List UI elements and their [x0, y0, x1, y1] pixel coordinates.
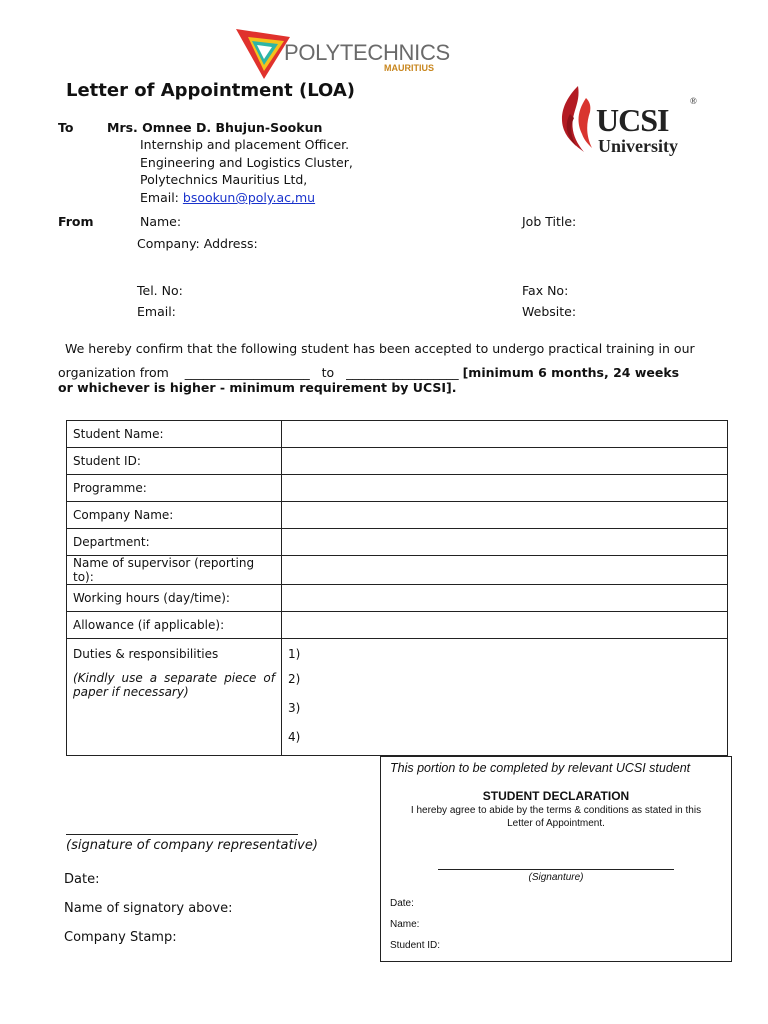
supervisor-field[interactable]	[282, 556, 728, 585]
from-name: Name:	[140, 214, 182, 229]
duty-item: 4)	[288, 730, 301, 744]
from-job-title: Job Title:	[522, 214, 577, 229]
from-email: Email:	[137, 304, 176, 319]
table-row	[67, 612, 728, 639]
duties-label-cell	[67, 639, 282, 756]
confirm-line-2	[58, 365, 679, 380]
duties-field[interactable]	[282, 639, 728, 756]
to-label: To	[58, 120, 74, 135]
confirm-to: to	[321, 365, 335, 380]
signatory-name-label: Name of signatory above:	[64, 901, 233, 916]
from-label: From	[58, 214, 94, 229]
ucsi-flame-icon	[556, 84, 596, 154]
to-email-row	[140, 190, 315, 205]
student-name-label: Name:	[390, 919, 420, 930]
ucsi-university: University	[598, 136, 678, 156]
duties-note: (Kindly use a separate piece of paper if necessary)	[73, 671, 275, 699]
to-line-3: Polytechnics Mauritius Ltd,	[140, 172, 308, 187]
ucsi-logo	[556, 82, 701, 158]
from-company-address: Company: Address:	[137, 236, 258, 251]
row-label: Allowance (if applicable):	[67, 612, 282, 639]
confirm-line-1: We hereby confirm that the following student has been accepted to undergo practical training in our	[65, 341, 695, 356]
table-row	[67, 502, 728, 529]
page-title: Letter of Appointment (LOA)	[66, 80, 356, 101]
row-label: Student Name:	[67, 421, 282, 448]
ucsi-name: UCSI	[596, 102, 669, 138]
allowance-field[interactable]	[282, 612, 728, 639]
row-label: Programme:	[67, 475, 282, 502]
row-label: Department:	[67, 529, 282, 556]
company-name-field[interactable]	[282, 502, 728, 529]
student-id-field[interactable]	[282, 448, 728, 475]
table-row	[67, 556, 728, 585]
table-row	[67, 475, 728, 502]
row-label: Student ID:	[67, 448, 282, 475]
student-name-field[interactable]	[282, 421, 728, 448]
department-field[interactable]	[282, 529, 728, 556]
confirm-blank-to: __________________	[346, 365, 459, 380]
confirm-org-from: organization from	[58, 365, 169, 380]
from-tel: Tel. No:	[137, 283, 183, 298]
table-row	[67, 421, 728, 448]
declaration-text-2: Letter of Appointment.	[507, 818, 605, 829]
duties-label: Duties & responsibilities	[73, 647, 219, 661]
declaration-portion-note: This portion to be completed by relevant UCSI student	[390, 761, 691, 775]
student-id-label: Student ID:	[390, 940, 441, 951]
to-line-1: Internship and placement Officer.	[140, 137, 350, 152]
table-row	[67, 448, 728, 475]
company-signature-caption: (signature of company representative)	[66, 838, 318, 853]
table-row	[67, 585, 728, 612]
duty-item: 2)	[288, 672, 301, 686]
to-email-label: Email:	[140, 190, 179, 205]
declaration-heading: STUDENT DECLARATION	[482, 789, 630, 803]
duty-item: 3)	[288, 701, 301, 715]
company-signature-line[interactable]	[66, 834, 298, 835]
to-email-link[interactable]: bsookun@poly.ac,mu	[182, 190, 316, 205]
student-details-table	[66, 420, 728, 756]
to-line-2: Engineering and Logistics Cluster,	[140, 155, 353, 170]
confirm-minimum-1: [minimum 6 months, 24 weeks	[462, 365, 680, 380]
confirm-blank-from: ____________________	[184, 365, 310, 380]
programme-field[interactable]	[282, 475, 728, 502]
row-label: Company Name:	[67, 502, 282, 529]
student-signature-caption: (Signanture)	[528, 872, 584, 883]
row-label: Name of supervisor (reporting to):	[67, 556, 282, 585]
row-label: Working hours (day/time):	[67, 585, 282, 612]
company-stamp-label: Company Stamp:	[64, 930, 177, 945]
from-fax: Fax No:	[522, 283, 569, 298]
student-date-label: Date:	[390, 898, 414, 909]
working-hours-field[interactable]	[282, 585, 728, 612]
confirm-minimum-2: or whichever is higher - minimum requirement by UCSI].	[58, 380, 457, 395]
polytechnics-logo	[234, 25, 449, 81]
duty-item: 1)	[288, 647, 301, 661]
polytechnics-sub: MAURITIUS	[384, 63, 434, 73]
student-declaration-box	[380, 756, 732, 962]
student-signature-line[interactable]	[438, 869, 674, 870]
ucsi-registered-mark: ®	[690, 96, 697, 106]
polytechnics-name: POLYTECHNICS	[284, 40, 450, 65]
to-name: Mrs. Omnee D. Bhujun-Sookun	[107, 120, 323, 135]
table-row	[67, 639, 728, 756]
declaration-text-1: I hereby agree to abide by the terms & conditions as stated in this	[410, 805, 702, 816]
from-website: Website:	[522, 304, 577, 319]
company-date-label: Date:	[64, 872, 100, 887]
table-row	[67, 529, 728, 556]
